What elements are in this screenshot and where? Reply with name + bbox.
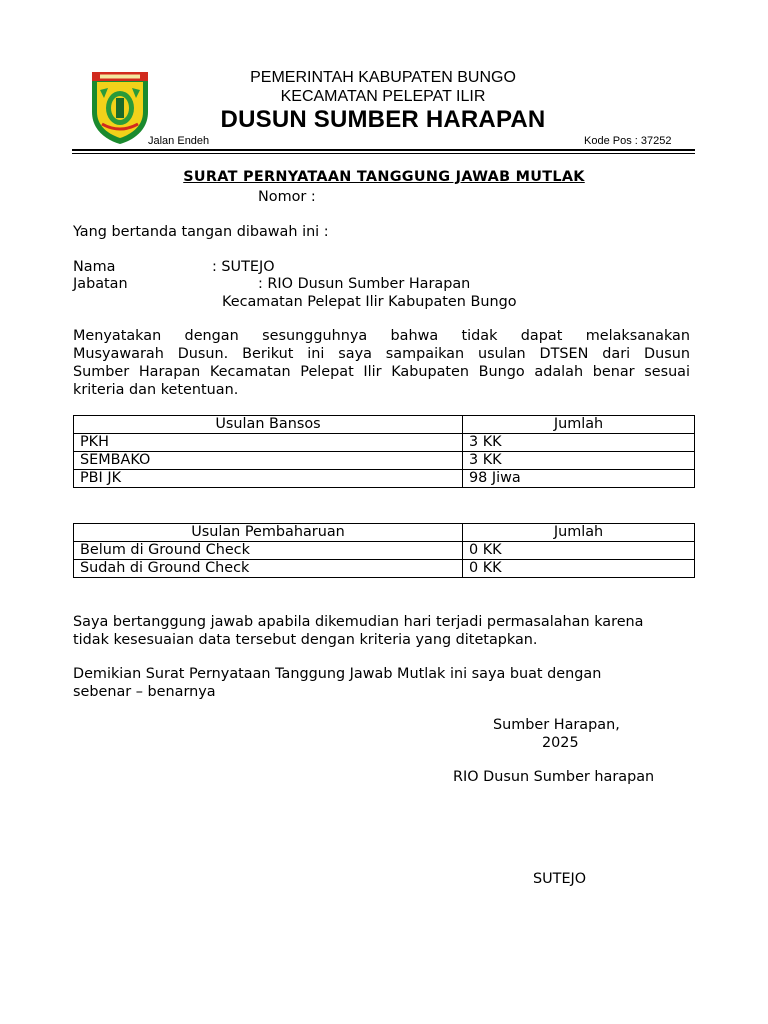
table-cell: SEMBAKO	[74, 452, 463, 470]
bansos-table	[73, 415, 695, 488]
document-number-label: Nomor :	[258, 189, 316, 205]
position-value-continued: Kecamatan Pelepat Ilir Kabupaten Bungo	[222, 294, 517, 310]
closing-line: sebenar – benarnya	[73, 684, 216, 700]
table-row	[74, 434, 695, 452]
column-header: Jumlah	[463, 524, 695, 542]
pembaharuan-table	[73, 523, 695, 578]
letterhead-postcode: Kode Pos : 37252	[584, 135, 672, 147]
signature-place: Sumber Harapan,	[493, 717, 620, 733]
column-header: Usulan Bansos	[74, 416, 463, 434]
letterhead-village: DUSUN SUMBER HARAPAN	[220, 106, 546, 133]
table-row	[74, 542, 695, 560]
table-cell: PKH	[74, 434, 463, 452]
statement-paragraph	[73, 327, 690, 399]
signature-year: 2025	[542, 735, 579, 751]
table-row	[74, 470, 695, 488]
signature-role: RIO Dusun Sumber harapan	[453, 769, 655, 785]
table-cell: PBI JK	[74, 470, 463, 488]
table-row	[74, 560, 695, 578]
table-row	[74, 452, 695, 470]
letterhead-divider-thick	[72, 149, 695, 151]
letterhead-divider-thin	[72, 153, 695, 154]
kabupaten-bungo-crest-icon	[88, 68, 152, 146]
responsibility-line: tidak kesesuaian data tersebut dengan kriteria yang ditetapkan.	[73, 632, 538, 648]
table-cell: 98 Jiwa	[463, 470, 695, 488]
letterhead-government: PEMERINTAH KABUPATEN BUNGO	[250, 69, 516, 86]
column-header: Jumlah	[463, 416, 695, 434]
statement-line: kriteria dan ketentuan.	[73, 382, 239, 398]
statement-line: Menyatakan dengan sesungguhnya bahwa tidak dapat melaksanakan	[73, 328, 690, 344]
column-header: Usulan Pembaharuan	[74, 524, 463, 542]
table-header-row	[74, 416, 695, 434]
table-cell: Sudah di Ground Check	[74, 560, 463, 578]
table-cell: 0 KK	[463, 560, 695, 578]
statement-line: Musyawarah Dusun. Berikut ini saya sampaikan usulan DTSEN dari Dusun	[73, 346, 690, 362]
document-title: SURAT PERNYATAAN TANGGUNG JAWAB MUTLAK	[183, 169, 585, 185]
table-cell: Belum di Ground Check	[74, 542, 463, 560]
table-cell: 0 KK	[463, 542, 695, 560]
intro-text: Yang bertanda tangan dibawah ini :	[73, 224, 329, 240]
table-cell: 3 KK	[463, 434, 695, 452]
letterhead-street: Jalan Endeh	[148, 135, 210, 147]
closing-paragraph	[73, 665, 690, 701]
statement-line: Sumber Harapan Kecamatan Pelepat Ilir Kabupaten Bungo adalah benar sesuai	[73, 364, 690, 380]
position-value: : RIO Dusun Sumber Harapan	[258, 276, 471, 292]
responsibility-line: Saya bertanggung jawab apabila dikemudian hari terjadi permasalahan karena	[73, 614, 644, 630]
name-value: : SUTEJO	[212, 259, 275, 275]
table-cell: 3 KK	[463, 452, 695, 470]
table-header-row	[74, 524, 695, 542]
letterhead-district: KECAMATAN PELEPAT ILIR	[280, 88, 486, 105]
position-label: Jabatan	[73, 276, 128, 292]
signature-name: SUTEJO	[533, 871, 587, 887]
responsibility-paragraph	[73, 613, 690, 649]
name-label: Nama	[73, 259, 116, 275]
closing-line: Demikian Surat Pernyataan Tanggung Jawab Mutlak ini saya buat dengan	[73, 666, 602, 682]
